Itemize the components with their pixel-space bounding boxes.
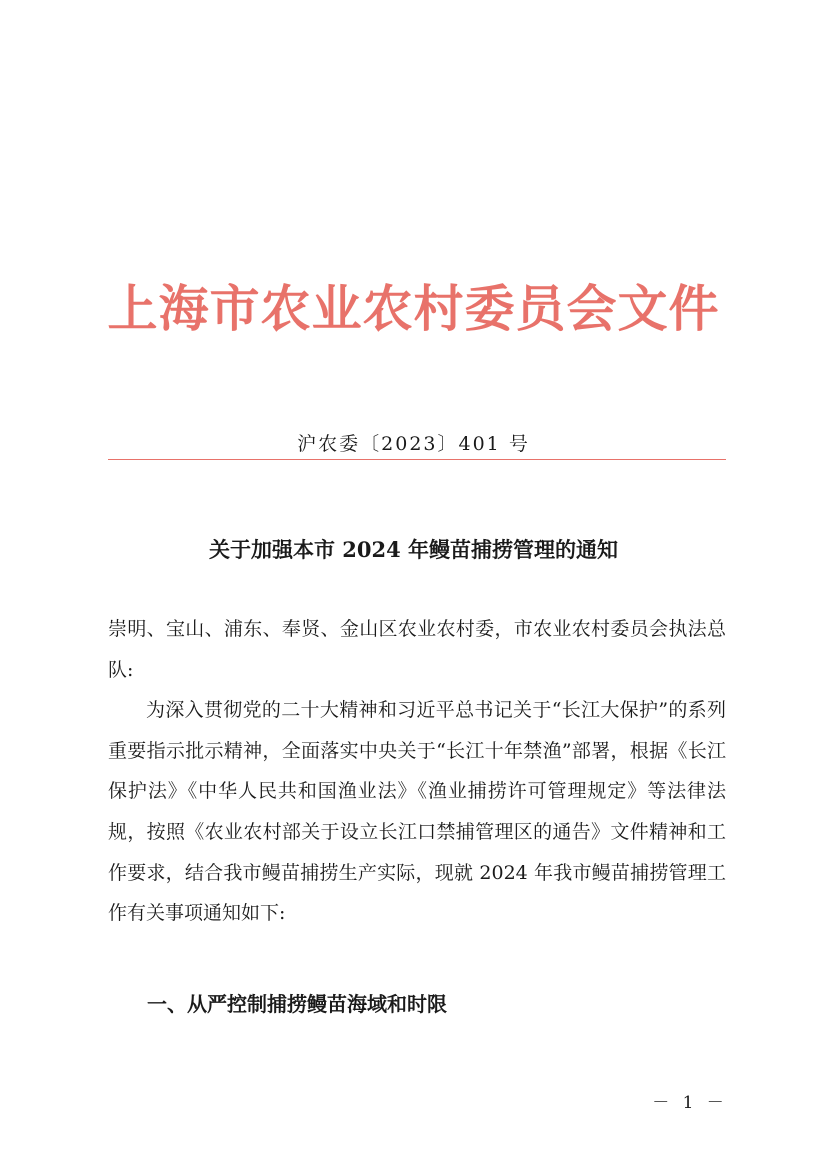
page-number: － 1 － bbox=[652, 1093, 728, 1113]
red-divider-line bbox=[108, 459, 726, 460]
notice-title: 关于加强本市 2024 年鳗苗捕捞管理的通知 bbox=[208, 537, 619, 562]
body-paragraph: 为深入贯彻党的二十大精神和习近平总书记关于“长江大保护”的系列重要指示批示精神，全面落实中央关于“长江十年禁渔”部署，根据《长江保护法》《中华人民共和国渔业法》《渔业捕捞许可管理规定》等法律法规，按照《农业农村部关于设立长江口禁捕管理区的通告》文件精神和工作要求，结合我市鳗苗捕捞生产实际，现就 2024 年我市鳗苗捕捞管理工作有关事项通知如下: bbox=[108, 699, 726, 925]
document-number: 沪农委〔2023〕401 号 bbox=[297, 433, 530, 455]
document-header-title: 上海市农业农村委员会文件 bbox=[107, 279, 720, 338]
addressee-paragraph: 崇明、宝山、浦东、奉贤、金山区农业农村委，市农业农村委员会执法总队: bbox=[108, 618, 726, 681]
section-heading: 一、从严控制捕捞鳗苗海域和时限 bbox=[147, 992, 447, 1016]
document-body bbox=[108, 609, 726, 934]
